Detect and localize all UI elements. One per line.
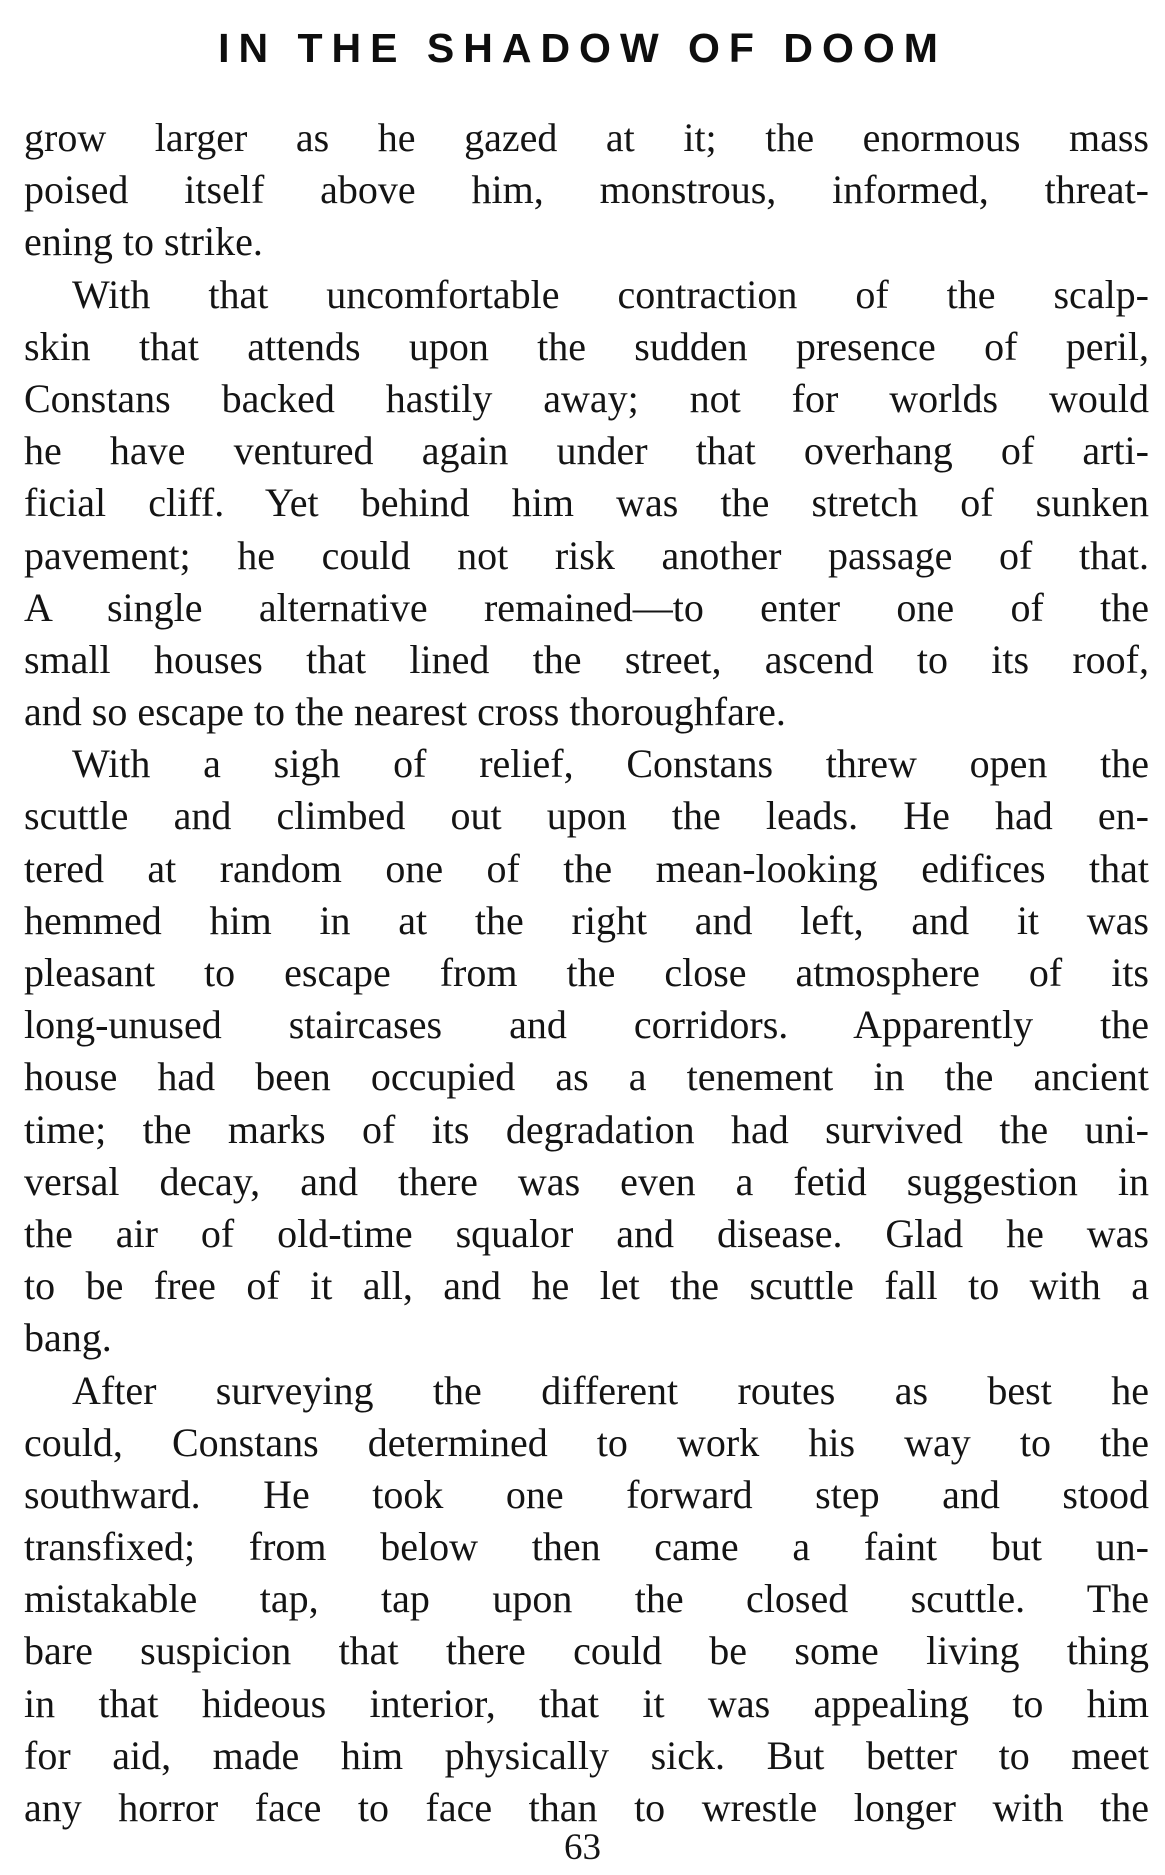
text-line: for aid, made him physically sick. But better to meet: [24, 1732, 1149, 1778]
text-line: could, Constans determined to work his way to the: [24, 1419, 1149, 1465]
page-number: 63: [564, 1827, 601, 1868]
text-line: to be free of it all, and he let the scuttle fall to with a: [24, 1263, 1149, 1309]
text-line: and so escape to the nearest cross thoroughfare.: [24, 689, 786, 735]
text-line: bang.: [24, 1315, 112, 1361]
text-line: tered at random one of the mean-looking edifices that: [24, 845, 1149, 891]
text-line: poised itself above him, monstrous, informed, threat-: [24, 167, 1149, 213]
paragraph-start-line: After surveying the different routes as best he: [72, 1367, 1149, 1413]
text-line: A single alternative remained—to enter one of the: [24, 584, 1149, 630]
text-line: long-unused staircases and corridors. Apparently the: [24, 1002, 1149, 1048]
text-line: scuttle and climbed out upon the leads. He had en-: [24, 793, 1149, 839]
text-line: hemmed him in at the right and left, and it was: [24, 897, 1149, 943]
text-line: mistakable tap, tap upon the closed scuttle. The: [24, 1576, 1149, 1622]
text-line: transfixed; from below then came a faint but un-: [24, 1524, 1149, 1570]
text-line: in that hideous interior, that it was appealing to him: [24, 1680, 1149, 1726]
text-line: skin that attends upon the sudden presence of peril,: [24, 323, 1149, 369]
text-line: the air of old-time squalor and disease. Glad he was: [24, 1210, 1149, 1256]
running-head: IN THE SHADOW OF DOOM: [218, 25, 947, 71]
text-line: versal decay, and there was even a fetid suggestion in: [24, 1158, 1149, 1204]
text-line: time; the marks of its degradation had survived the uni-: [24, 1106, 1149, 1152]
text-line: southward. He took one forward step and stood: [24, 1471, 1149, 1517]
text-line: small houses that lined the street, ascend to its roof,: [24, 636, 1149, 682]
text-line: ficial cliff. Yet behind him was the stretch of sunken: [24, 480, 1149, 526]
paragraph-start-line: With a sigh of relief, Constans threw open the: [72, 741, 1149, 787]
body-text: [24, 112, 1149, 1834]
text-line: any horror face to face than to wrestle longer with the: [24, 1785, 1149, 1830]
text-line: pleasant to escape from the close atmosphere of its: [24, 950, 1149, 995]
paragraph-start-line: With that uncomfortable contraction of the scalp-: [72, 271, 1149, 317]
text-line: pavement; he could not risk another passage of that.: [24, 532, 1149, 578]
text-line: Constans backed hastily away; not for worlds would: [24, 375, 1149, 421]
text-line: house had been occupied as a tenement in the ancient: [24, 1054, 1149, 1100]
text-line: bare suspicion that there could be some living thing: [24, 1628, 1149, 1674]
text-line: ening to strike.: [24, 219, 263, 265]
text-line: grow larger as he gazed at it; the enormous mass: [24, 115, 1149, 160]
text-line: he have ventured again under that overhang of arti-: [24, 428, 1149, 474]
